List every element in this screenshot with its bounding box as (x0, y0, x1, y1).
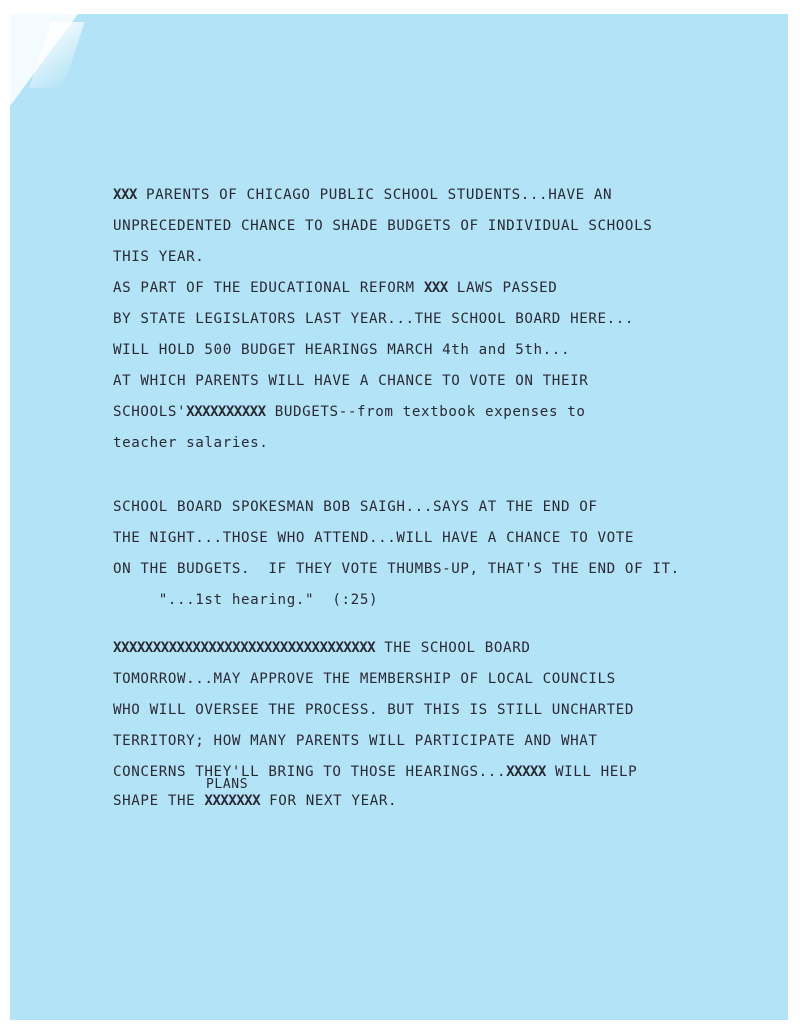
script-line: ON THE BUDGETS. IF THEY VOTE THUMBS-UP, THAT'S THE END OF IT. (113, 561, 680, 577)
script-line: UNPRECEDENTED CHANCE TO SHADE BUDGETS OF INDIVIDUAL SCHOOLS (113, 218, 653, 234)
struck-out-text: XXXXXXX (204, 793, 261, 809)
struck-out-text: XXX (113, 187, 137, 203)
script-line: AT WHICH PARENTS WILL HAVE A CHANCE TO VOTE ON THEIR (113, 373, 589, 389)
script-line: WHO WILL OVERSEE THE PROCESS. BUT THIS IS STILL UNCHARTED (113, 702, 635, 718)
struck-out-text: XXX (423, 280, 448, 296)
script-line: SHAPE THE XXXXXXX FOR NEXT YEAR. (113, 793, 398, 809)
inserted-word: PLANS (206, 777, 249, 792)
script-line: THE NIGHT...THOSE WHO ATTEND...WILL HAVE A CHANCE TO VOTE (113, 530, 635, 546)
script-line: AS PART OF THE EDUCATIONAL REFORM XXX LAWS PASSED (113, 280, 558, 296)
struck-out-text: XXXXX (506, 764, 546, 780)
script-line: XXX PARENTS OF CHICAGO PUBLIC SCHOOL STUDENTS...HAVE AN (113, 187, 613, 203)
script-line: CONCERNS THEY'LL BRING TO THOSE HEARINGS...XXXXX WILL HELP (113, 764, 638, 780)
script-line: WILL HOLD 500 BUDGET HEARINGS MARCH 4th and 5th... (113, 342, 571, 358)
script-line: TOMORROW...MAY APPROVE THE MEMBERSHIP OF LOCAL COUNCILS (113, 671, 616, 687)
script-line: TERRITORY; HOW MANY PARENTS WILL PARTICIPATE AND WHAT (113, 733, 598, 749)
script-line: SCHOOL BOARD SPOKESMAN BOB SAIGH...SAYS AT THE END OF (113, 499, 598, 515)
struck-out-text: XXXXXXXXXX (186, 404, 266, 420)
paper-sheet (10, 14, 788, 1020)
struck-out-text: XXXXXXXXXXXXXXXXXXXXXXXXXXXXXXXXX (113, 640, 376, 656)
script-line: XXXXXXXXXXXXXXXXXXXXXXXXXXXXXXXXX THE SCHOOL BOARD (113, 640, 531, 656)
script-line: THIS YEAR. (113, 249, 205, 265)
script-line: teacher salaries. (113, 435, 269, 451)
script-line: SCHOOLS'XXXXXXXXXX BUDGETS--from textbook expenses to (113, 404, 586, 420)
script-line: BY STATE LEGISLATORS LAST YEAR...THE SCHOOL BOARD HERE... (113, 311, 635, 327)
soundbite-cue: "...1st hearing." (:25) (113, 592, 379, 608)
